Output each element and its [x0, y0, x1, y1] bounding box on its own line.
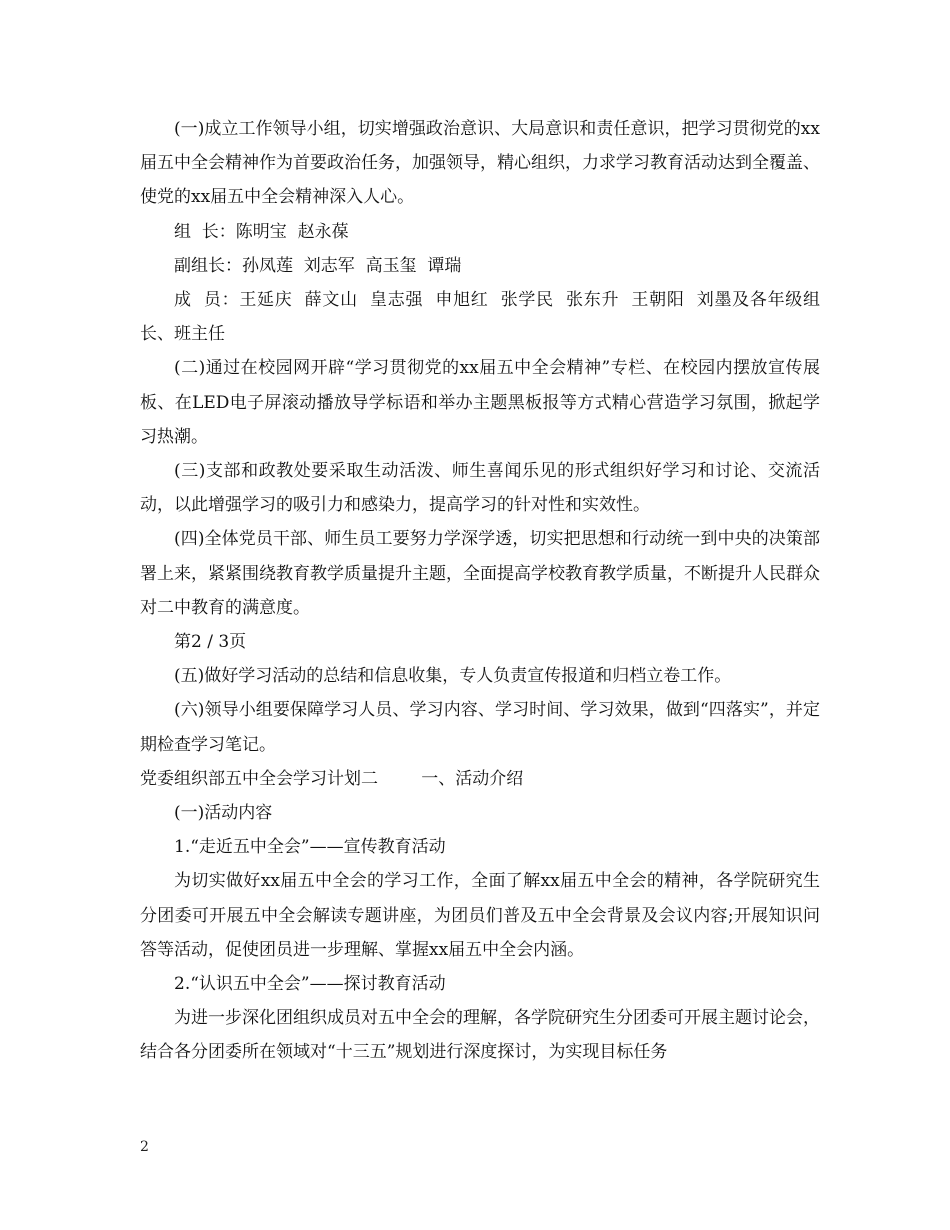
paragraph-activities: (三)支部和政教处要采取生动活泼、师生喜闻乐见的形式组织好学习和讨论、交流活动，以此增强学习的吸引力和感染力，提高学习的针对性和实效性。: [140, 461, 820, 516]
subheading-activity-content: (一)活动内容: [174, 803, 273, 824]
paragraph-leadership-group: (一)成立工作领导小组，切实增强政治意识、大局意识和责任意识，把学习贯彻党的xx届五中全会精神作为首要政治任务，加强领导，精心组织，力求学习教育活动达到全覆盖、使党的xx届五中全会精神深入人心。: [140, 119, 820, 208]
inline-page-marker: 第2 / 3页: [174, 632, 247, 653]
subheading-activity-one: 1.“走近五中全会”——宣传教育活动: [174, 837, 446, 858]
paragraph-activity-two: 为进一步深化团组织成员对五中全会的理解，各学院研究生分团委可开展主题讨论会，结合各分团委所在领域对“十三五”规划进行深度探讨，为实现目标任务: [140, 1008, 820, 1063]
subheading-activity-two: 2.“认识五中全会”——探讨教育活动: [174, 974, 446, 995]
paragraph-staff-study: (四)全体党员干部、师生员工要努力学深学透，切实把思想和行动统一到中央的决策部署上来，紧紧围绕教育教学质量提升主题，全面提高学校教育教学质量，不断提升人民群众对二中教育的满意度。: [140, 529, 820, 618]
page-number: 2: [140, 1139, 149, 1155]
paragraph-four-implementations: (六)领导小组要保障学习人员、学习内容、学习时间、学习效果，做到“四落实”，并定期检查学习笔记。: [140, 700, 820, 755]
paragraph-members: 成 员：王延庆 薛文山 皇志强 申旭红 张学民 张东升 王朝阳 刘墨及各年级组长、班主任: [140, 290, 820, 345]
paragraph-publicity: (二)通过在校园网开辟“学习贯彻党的xx届五中全会精神”专栏、在校园内摆放宣传展板、在LED电子屏滚动播放导学标语和举办主题黑板报等方式精心营造学习氛围，掀起学习热潮。: [140, 358, 820, 447]
paragraph-activity-one: 为切实做好xx届五中全会的学习工作，全面了解xx届五中全会的精神，各学院研究生分团委可开展五中全会解读专题讲座，为团员们普及五中全会背景及会议内容;开展知识问答等活动，促使团员进一步理解、掌握xx届五中全会内涵。: [140, 871, 820, 960]
paragraph-group-leader: 组 长：陈明宝 赵永葆: [174, 221, 349, 242]
paragraph-deputy-leader: 副组长：孙凤莲 刘志军 高玉玺 谭瑞: [174, 255, 462, 276]
paragraph-summary: (五)做好学习活动的总结和信息收集，专人负责宣传报道和归档立卷工作。: [174, 666, 732, 687]
section-heading-plan-two: 党委组织部五中全会学习计划二 一、活动介绍: [140, 768, 524, 789]
document-body: [140, 112, 820, 1070]
